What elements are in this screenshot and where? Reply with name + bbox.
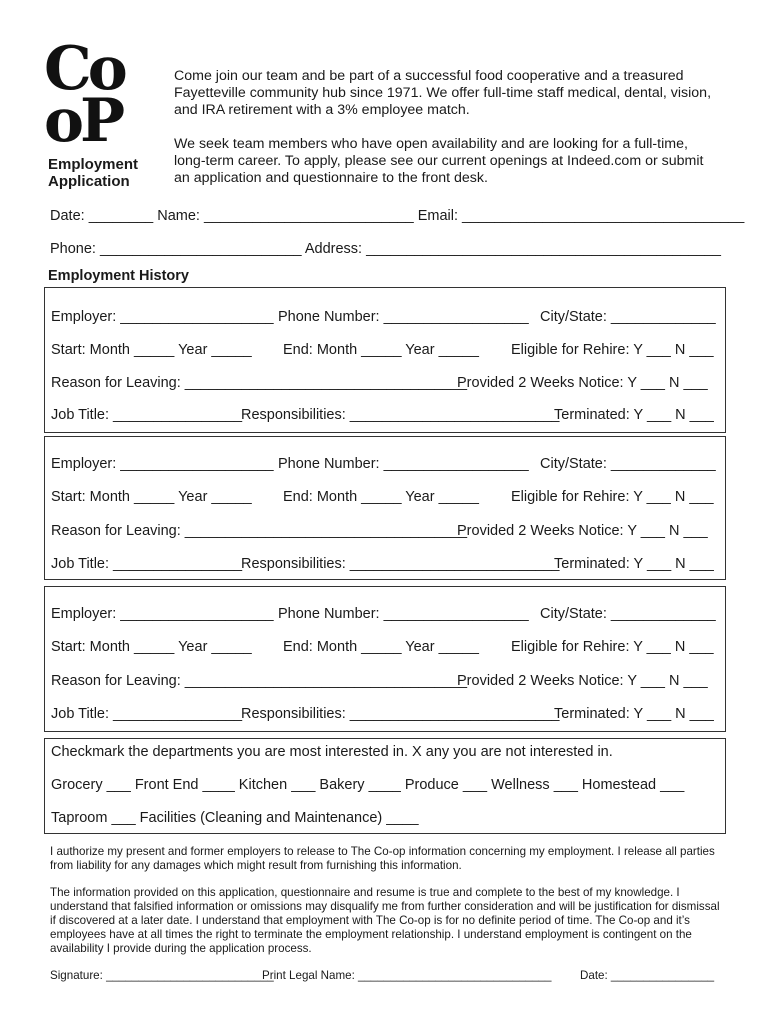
- reason-field[interactable]: Reason for Leaving: ___________________________________: [51, 523, 468, 539]
- employment-entry-2: [44, 436, 726, 580]
- responsibilities-field[interactable]: Responsibilities: __________________________: [241, 407, 560, 423]
- coop-logo: [44, 34, 124, 156]
- employer-field[interactable]: Employer: ___________________: [51, 456, 274, 472]
- city-state-field[interactable]: City/State: _____________: [540, 309, 716, 325]
- departments-box: [44, 738, 726, 834]
- notice-field[interactable]: Provided 2 Weeks Notice: Y ___ N ___: [457, 523, 708, 539]
- logo-line-2: oP: [44, 85, 122, 156]
- city-state-field[interactable]: City/State: _____________: [540, 456, 716, 472]
- start-date-field[interactable]: Start: Month _____ Year _____: [51, 342, 252, 358]
- name-label: Name:: [157, 208, 200, 224]
- authorization-statement: I authorize my present and former employers to release to The Co-op information concerning my employment. I release all parties from liability for any damages which might result from furnishing this information.: [50, 845, 715, 872]
- phone-label: Phone:: [50, 241, 96, 257]
- signature-date-field[interactable]: Date: ________________: [580, 969, 715, 982]
- employer-phone-field[interactable]: Phone Number: __________________: [278, 606, 529, 622]
- email-label: Email:: [417, 208, 458, 224]
- applicant-row-1: [50, 208, 744, 224]
- employment-history-title: Employment History: [48, 268, 189, 284]
- employer-field[interactable]: Employer: ___________________: [51, 309, 274, 325]
- form-title-line-2: Application: [48, 173, 130, 190]
- form-title-line-1: Employment: [48, 156, 139, 173]
- address-label: Address:: [304, 241, 363, 257]
- phone-field[interactable]: _________________________: [100, 241, 302, 257]
- address-field[interactable]: ____________________________________________: [366, 241, 721, 257]
- email-field[interactable]: ___________________________________: [462, 208, 745, 224]
- certification-statement: The information provided on this application, questionnaire and resume is true and complete to the best of my knowledge. I understand that falsified information or omissions may disqualify me from further consideration and will be justification for dismissal if discovered at a later date. I understand that employment with The Co-op is for no definite period of time. The Co-op and it’s employees have at all times the right to terminate the employment relationship. I understand employment is contingent on the availability I provide during the application process.: [50, 886, 720, 955]
- applicant-row-2: [50, 241, 721, 257]
- intro-paragraph-2: We seek team members who have open availability and are looking for a full-time, long-term career. To apply, please see our current openings at Indeed.com or submit an application and questionnaire to the front desk.: [174, 136, 704, 186]
- terminated-field[interactable]: Terminated: Y ___ N ___: [554, 706, 714, 722]
- terminated-field[interactable]: Terminated: Y ___ N ___: [554, 407, 714, 423]
- employer-phone-field[interactable]: Phone Number: __________________: [278, 309, 529, 325]
- employment-entry-1: [44, 287, 726, 433]
- end-date-field[interactable]: End: Month _____ Year _____: [283, 639, 479, 655]
- intro-paragraph-1: Come join our team and be part of a successful food cooperative and a treasured Fayetteville community hub since 1971. We offer full-time staff medical, dental, vision, and IRA retirement with a 3% employee match.: [174, 68, 712, 118]
- signature-field[interactable]: Signature: __________________________: [50, 969, 274, 982]
- date-field[interactable]: ________: [88, 208, 154, 224]
- start-date-field[interactable]: Start: Month _____ Year _____: [51, 489, 252, 505]
- terminated-field[interactable]: Terminated: Y ___ N ___: [554, 556, 714, 572]
- responsibilities-field[interactable]: Responsibilities: __________________________: [241, 556, 560, 572]
- name-field[interactable]: __________________________: [204, 208, 414, 224]
- city-state-field[interactable]: City/State: _____________: [540, 606, 716, 622]
- end-date-field[interactable]: End: Month _____ Year _____: [283, 342, 479, 358]
- form-title: [48, 156, 138, 190]
- end-date-field[interactable]: End: Month _____ Year _____: [283, 489, 479, 505]
- rehire-field[interactable]: Eligible for Rehire: Y ___ N ___: [511, 342, 714, 358]
- job-title-field[interactable]: Job Title: ________________: [51, 556, 243, 572]
- reason-field[interactable]: Reason for Leaving: ___________________________________: [51, 673, 468, 689]
- date-label: Date:: [50, 208, 85, 224]
- notice-field[interactable]: Provided 2 Weeks Notice: Y ___ N ___: [457, 673, 708, 689]
- employment-entry-3: [44, 586, 726, 732]
- departments-line-1[interactable]: Grocery ___ Front End ____ Kitchen ___ Bakery ____ Produce ___ Wellness ___ Homestead ___: [51, 777, 685, 793]
- rehire-field[interactable]: Eligible for Rehire: Y ___ N ___: [511, 639, 714, 655]
- departments-instruction: Checkmark the departments you are most interested in. X any you are not interested in.: [51, 744, 613, 760]
- employer-field[interactable]: Employer: ___________________: [51, 606, 274, 622]
- notice-field[interactable]: Provided 2 Weeks Notice: Y ___ N ___: [457, 375, 708, 391]
- rehire-field[interactable]: Eligible for Rehire: Y ___ N ___: [511, 489, 714, 505]
- logo-line-1: Co: [44, 34, 124, 104]
- start-date-field[interactable]: Start: Month _____ Year _____: [51, 639, 252, 655]
- job-title-field[interactable]: Job Title: ________________: [51, 706, 243, 722]
- departments-line-2[interactable]: Taproom ___ Facilities (Cleaning and Maintenance) ____: [51, 810, 419, 826]
- job-title-field[interactable]: Job Title: ________________: [51, 407, 243, 423]
- employer-phone-field[interactable]: Phone Number: __________________: [278, 456, 529, 472]
- print-name-field[interactable]: Print Legal Name: ______________________________: [262, 969, 552, 982]
- responsibilities-field[interactable]: Responsibilities: __________________________: [241, 706, 560, 722]
- reason-field[interactable]: Reason for Leaving: ___________________________________: [51, 375, 468, 391]
